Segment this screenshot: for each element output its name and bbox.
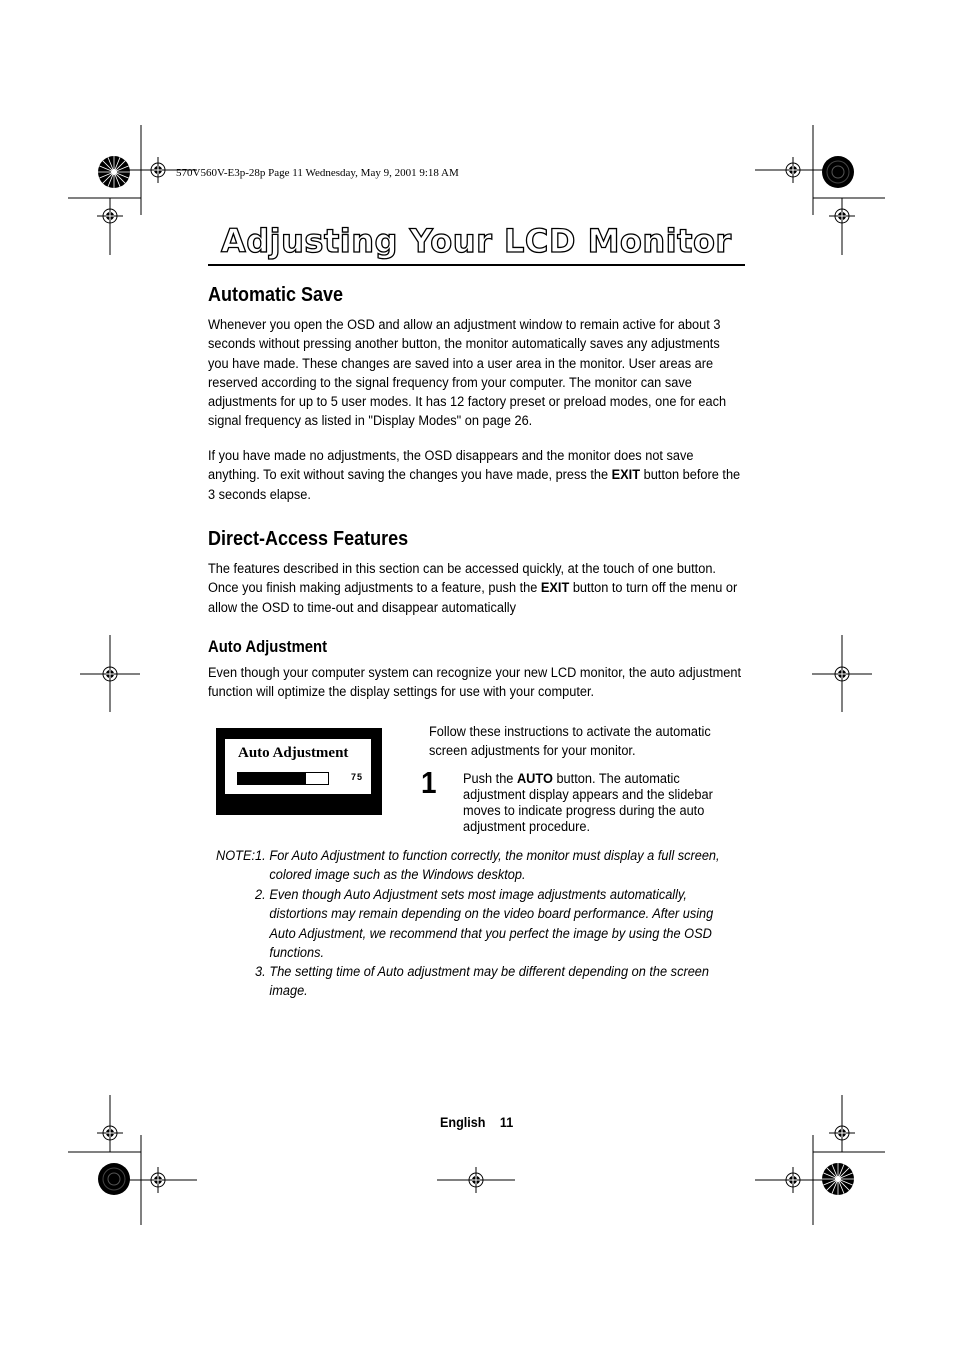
osd-title: Auto Adjustment bbox=[238, 745, 349, 761]
note-item: 1. For Auto Adjustment to function correctly, the monitor must display a full screen, colored image such as the Windows desktop. bbox=[255, 848, 720, 884]
direct-access-paragraph: The features described in this section can be accessed quickly, at the touch of one button. Once you finish making adjustments to a feature, push the EXIT button to turn off the menu or allow the OSD to time-out and disappear automatically bbox=[208, 561, 738, 616]
print-slug-header: 570V560V-E3p-28p Page 11 Wednesday, May 9, 2001 9:18 AM bbox=[176, 167, 459, 179]
page-number: 11 bbox=[499, 1114, 514, 1130]
note-label: NOTE: bbox=[216, 848, 256, 864]
footer-language: English bbox=[440, 1114, 486, 1130]
direct-access-heading: Direct-Access Features bbox=[208, 528, 409, 550]
exit-key-label: EXIT bbox=[540, 580, 570, 597]
auto-adjustment-instructions-intro: Follow these instructions to activate the automatic screen adjustments for your monitor. bbox=[429, 724, 711, 759]
note-item: 3. The setting time of Auto adjustment may be different depending on the screen image. bbox=[255, 964, 710, 1000]
automatic-save-heading: Automatic Save bbox=[208, 284, 344, 306]
page-footer bbox=[440, 1114, 513, 1130]
auto-key-label: AUTO bbox=[516, 771, 553, 787]
step-number: 1 bbox=[421, 765, 437, 800]
osd-progress-fill bbox=[238, 773, 306, 784]
automatic-save-paragraph-2: If you have made no adjustments, the OSD disappears and the monitor does not save anything. To exit without saving the changes you have made, press the EXIT button before the 3 seconds elapse. bbox=[208, 448, 741, 503]
note-item: 2. Even though Auto Adjustment sets most image adjustments automatically, distortions may remain depending on the video board performance. After using Auto Adjustment, we recommend that you perfect the image by using the OSD functions. bbox=[255, 887, 714, 961]
title-rule bbox=[208, 264, 745, 266]
auto-adjustment-heading: Auto Adjustment bbox=[208, 638, 328, 656]
step-1-text: Push the AUTO button. The automatic adjustment display appears and the slidebar moves to indicate progress during the auto adjustment procedure. bbox=[463, 771, 713, 835]
page-title: Adjusting Your LCD Monitor bbox=[221, 222, 732, 260]
osd-auto-adjustment-illustration bbox=[216, 728, 382, 815]
osd-progress-bar bbox=[237, 772, 329, 785]
auto-adjustment-paragraph: Even though your computer system can recognize your new LCD monitor, the auto adjustment function will optimize the display settings for use with your computer. bbox=[208, 665, 742, 701]
exit-key-label: EXIT bbox=[611, 467, 641, 484]
osd-window bbox=[224, 738, 372, 795]
osd-progress-value: 75 bbox=[351, 772, 364, 782]
automatic-save-paragraph-1: Whenever you open the OSD and allow an adjustment window to remain active for about 3 seconds without pressing another button, the monitor automatically saves any adjustments you have made. These changes are saved into a user area in the monitor. User areas are reserved according to the signal frequency from your computer. The monitor can save adjustments for up to 5 user modes. It has 12 factory preset or preload modes, one for each signal frequency as listed in "Display Modes" on page 26. bbox=[208, 317, 727, 430]
